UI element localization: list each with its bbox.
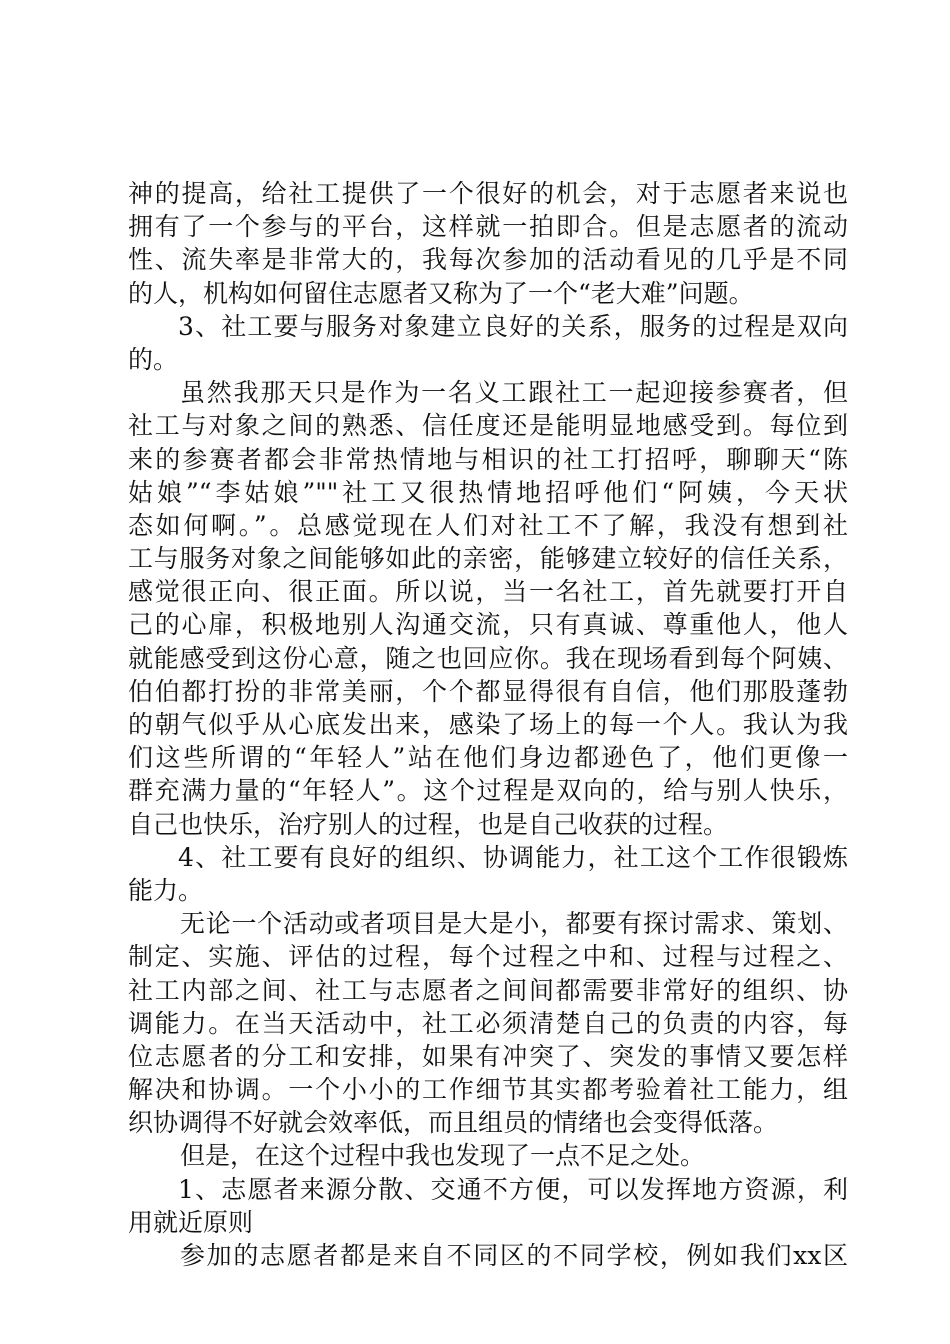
text-line: 们这些所谓的“年轻人”站在他们身边都逊色了，他们更像一 xyxy=(128,743,848,773)
text-line: 就能感受到这份心意，随之也回应你。我在现场看到每个阿姨、 xyxy=(128,643,848,673)
document-body xyxy=(128,177,848,1272)
text-line: 的朝气似乎从心底发出来，感染了场上的每一个人。我认为我 xyxy=(128,710,848,739)
section-heading-line: 的。 xyxy=(128,344,179,374)
section-heading-line: 1、志愿者来源分散、交通不方便，可以发挥地方资源，利 xyxy=(178,1174,848,1204)
text-line: 虽然我那天只是作为一名义工跟社工一起迎接参赛者，但 xyxy=(180,378,848,408)
text-line: 工与服务对象之间能够如此的亲密，能够建立较好的信任关系， xyxy=(128,544,848,574)
text-line: 态如何啊。”。总感觉现在人们对社工不了解，我没有想到社 xyxy=(128,510,848,540)
text-line: 解决和协调。一个小小的工作细节其实都考验着社工能力，组 xyxy=(128,1075,848,1105)
text-line: 制定、实施、评估的过程，每个过程之中和、过程与过程之、 xyxy=(128,942,848,972)
text-line: 参加的志愿者都是来自不同区的不同学校，例如我们xx区 xyxy=(180,1241,848,1270)
text-line: 的人，机构如何留住志愿者又称为了一个“老大难”问题。 xyxy=(128,278,754,308)
text-line: 群充满力量的“年轻人”。这个过程是双向的，给与别人快乐， xyxy=(128,776,848,806)
text-line: 但是，在这个过程中我也发现了一点不足之处。 xyxy=(180,1141,706,1171)
section-heading-line: 用就近原则 xyxy=(128,1207,254,1237)
text-line: 自己也快乐，治疗别人的过程，也是自己收获的过程。 xyxy=(128,809,729,839)
text-line: 拥有了一个参与的平台，这样就一拍即合。但是志愿者的流动 xyxy=(128,212,848,242)
text-line: 神的提高，给社工提供了一个很好的机会，对于志愿者来说也 xyxy=(128,179,848,208)
text-line: 社工与对象之间的熟悉、信任度还是能明显地感受到。每位到 xyxy=(128,411,848,441)
text-line: 调能力。在当天活动中，社工必须清楚自己的负责的内容，每 xyxy=(128,1008,848,1038)
text-line: 社工内部之间、社工与志愿者之间间都需要非常好的组织、协 xyxy=(128,975,848,1005)
text-line: 织协调得不好就会效率低，而且组员的情绪也会变得低落。 xyxy=(128,1108,779,1138)
text-line: 己的心扉，积极地别人沟通交流，只有真诚、尊重他人，他人 xyxy=(128,610,848,640)
section-heading-line: 3、社工要与服务对象建立良好的关系，服务的过程是双向 xyxy=(178,311,848,341)
text-line: 性、流失率是非常大的，我每次参加的活动看见的几乎是不同 xyxy=(128,245,848,275)
text-line: 无论一个活动或者项目是大是小，都要有探讨需求、策划、 xyxy=(180,909,848,939)
text-line: 伯伯都打扮的非常美丽，个个都显得很有自信，他们那股蓬勃 xyxy=(128,676,848,706)
section-heading-line: 能力。 xyxy=(128,875,204,905)
section-heading-line: 4、社工要有良好的组织、协调能力，社工这个工作很锻炼 xyxy=(178,842,848,872)
text-line: 感觉很正向、很正面。所以说，当一名社工，首先就要打开自 xyxy=(128,577,848,607)
text-line: 来的参赛者都会非常热情地与相识的社工打招呼，聊聊天“陈 xyxy=(128,444,848,474)
text-line: 位志愿者的分工和安排，如果有冲突了、突发的事情又要怎样 xyxy=(128,1041,848,1071)
text-line: 姑娘”“李姑娘”""社工又很热情地招呼他们“阿姨，今天状 xyxy=(128,477,848,507)
